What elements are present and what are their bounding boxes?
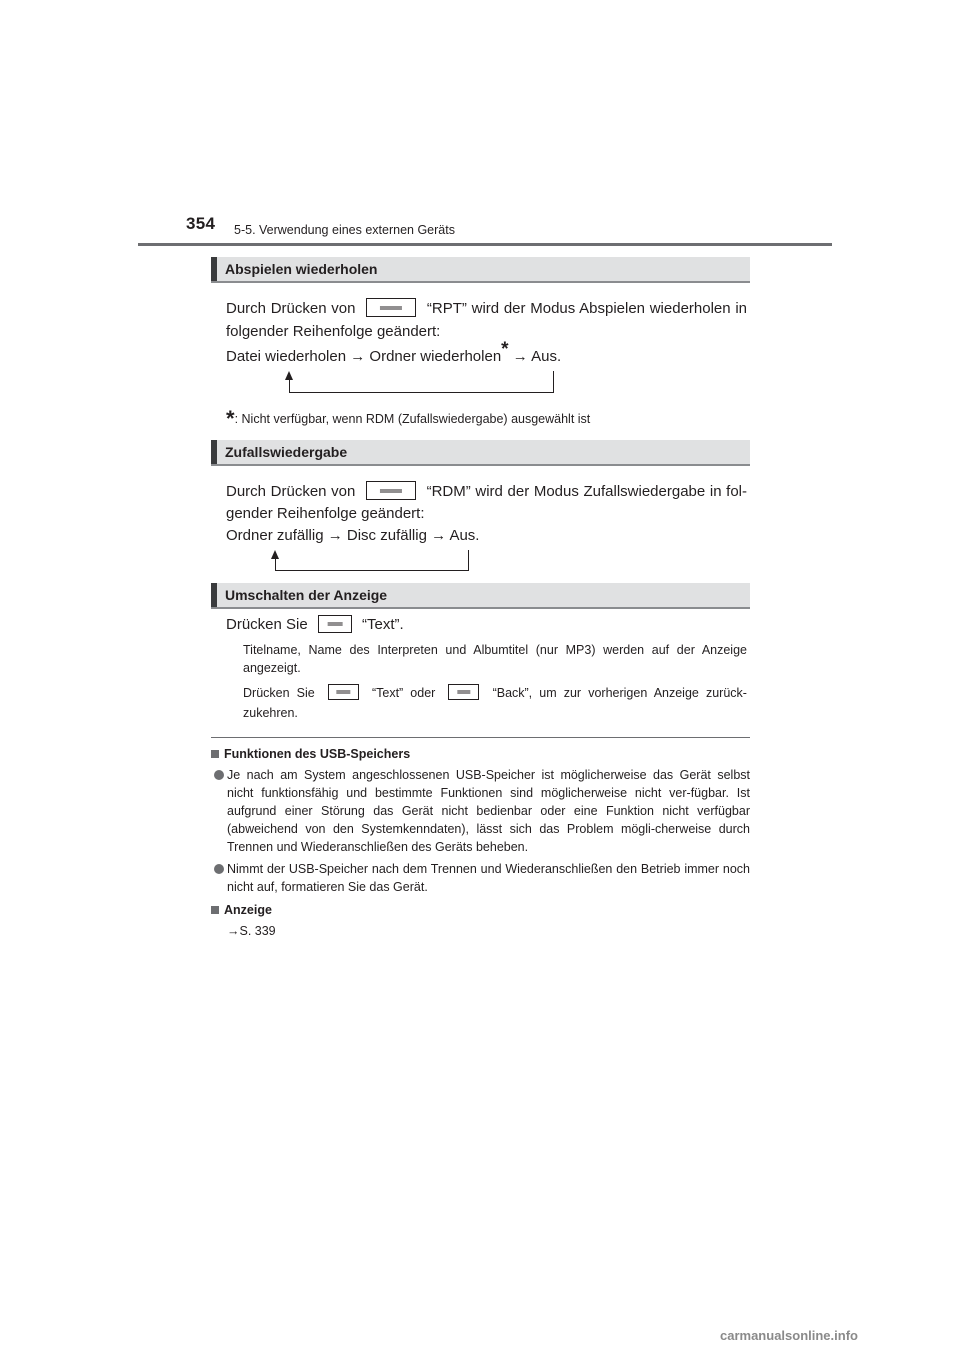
- arrow-icon: →: [512, 348, 528, 365]
- loop-arrow-icon: [289, 371, 554, 393]
- page-reference: S. 339: [239, 924, 276, 938]
- asterisk: *: [226, 406, 235, 431]
- random-line-1: [226, 481, 747, 502]
- text: Drücken Sie: [243, 686, 315, 700]
- watermark: carmanualsonline.info: [720, 1328, 858, 1343]
- asterisk: *: [501, 339, 509, 360]
- display-line-1: [226, 615, 404, 635]
- button-glyph: [328, 623, 343, 626]
- section-accent: [211, 440, 217, 464]
- section-header-display: [211, 583, 750, 609]
- seq-item: Ordner zufällig: [226, 527, 324, 544]
- random-sequence: [226, 526, 479, 546]
- repeat-sequence: [226, 339, 562, 367]
- repeat-line-1: [226, 298, 747, 319]
- button-glyph: [457, 691, 470, 694]
- repeat-line-2: folgender Reihenfolge geändert:: [226, 323, 441, 340]
- square-bullet-icon: [211, 906, 219, 914]
- display-sub-2: [243, 684, 747, 702]
- loop-arrow-icon: [275, 550, 469, 571]
- section-separator: [211, 737, 750, 738]
- usb-bullet-1: [214, 766, 750, 856]
- display-reference: [227, 922, 276, 940]
- text: “Text”.: [362, 616, 404, 633]
- arrow-icon: →: [327, 527, 343, 544]
- header-rule: [138, 243, 832, 246]
- text-button-icon: [328, 684, 359, 700]
- bullet-text: Je nach am System angeschlossenen USB-Speicher ist möglicherweise das Gerät selbst nicht funktionsfähig und bestimmte Funktionen sind möglicherweise nicht ver-fügbar. Ist aufgrund einer Störung das Gerät nicht bedienbar oder eine Funktion nicht verfügbar (abweichend von den Systemkenndaten), lässt sich das Problem mögli-cherweise durch Trennen und Wiederanschließen des Geräts beheben.: [227, 768, 750, 854]
- section-accent: [211, 583, 217, 607]
- text: Drücken Sie: [226, 616, 308, 633]
- button-glyph: [337, 691, 350, 694]
- text: “Text” oder: [371, 686, 436, 700]
- seq-item: Ordner wiederholen: [369, 348, 502, 365]
- bullet-text: Nimmt der USB-Speicher nach dem Trennen und Wiederanschließen den Betrieb immer noch nicht auf, formatieren Sie das Gerät.: [227, 862, 750, 894]
- arrow-icon: →: [350, 348, 366, 365]
- button-glyph: [380, 306, 402, 309]
- section-accent: [211, 257, 217, 281]
- display-sub-1: Titelname, Name des Interpreten und Albumtitel (nur MP3) werden auf der Anzeige angezeigt.: [243, 643, 747, 675]
- button-glyph: [380, 489, 402, 492]
- arrow-icon: →: [431, 527, 447, 544]
- text: “RDM” wird der Modus Zufallswiedergabe in fol-: [426, 483, 748, 500]
- text-button-icon: [318, 615, 352, 633]
- usb-bullet-2: [214, 860, 750, 896]
- rpt-button-icon: [366, 298, 416, 317]
- seq-item: Aus.: [531, 348, 562, 365]
- seq-item: Aus.: [449, 527, 480, 544]
- heading-text: Anzeige: [224, 903, 272, 917]
- footnote: [226, 406, 591, 431]
- random-line-2: gender Reihenfolge geändert:: [226, 505, 425, 522]
- running-head: 5-5. Verwendung eines externen Geräts: [234, 223, 455, 237]
- usb-heading: [211, 745, 410, 763]
- square-bullet-icon: [211, 750, 219, 758]
- footnote-text: : Nicht verfügbar, wenn RDM (Zufallswiedergabe) ausgewählt ist: [234, 412, 591, 426]
- heading-text: Funktionen des USB-Speichers: [224, 747, 411, 761]
- seq-item: Datei wiederholen: [226, 348, 347, 365]
- seq-item: Disc zufällig: [346, 527, 427, 544]
- text: Durch Drücken von: [226, 300, 356, 317]
- text: Durch Drücken von: [226, 483, 356, 500]
- display-sub-2-cont: zukehren.: [243, 706, 298, 720]
- round-bullet-icon: [214, 864, 224, 874]
- text: “Back”, um zur vorherigen Anzeige zurück-: [492, 686, 747, 700]
- display-heading: [211, 901, 272, 919]
- round-bullet-icon: [214, 770, 224, 780]
- page-number: 354: [186, 214, 216, 233]
- section-header-random: [211, 440, 750, 466]
- section-title: Umschalten der Anzeige: [225, 587, 388, 603]
- text: “RPT” wird der Modus Abspielen wiederholen in: [426, 300, 748, 317]
- back-button-icon: [448, 684, 479, 700]
- rdm-button-icon: [366, 481, 416, 500]
- section-title: Abspielen wiederholen: [225, 261, 378, 277]
- arrow-icon: →: [227, 924, 240, 938]
- section-header-repeat: [211, 257, 750, 283]
- section-title: Zufallswiedergabe: [225, 444, 348, 460]
